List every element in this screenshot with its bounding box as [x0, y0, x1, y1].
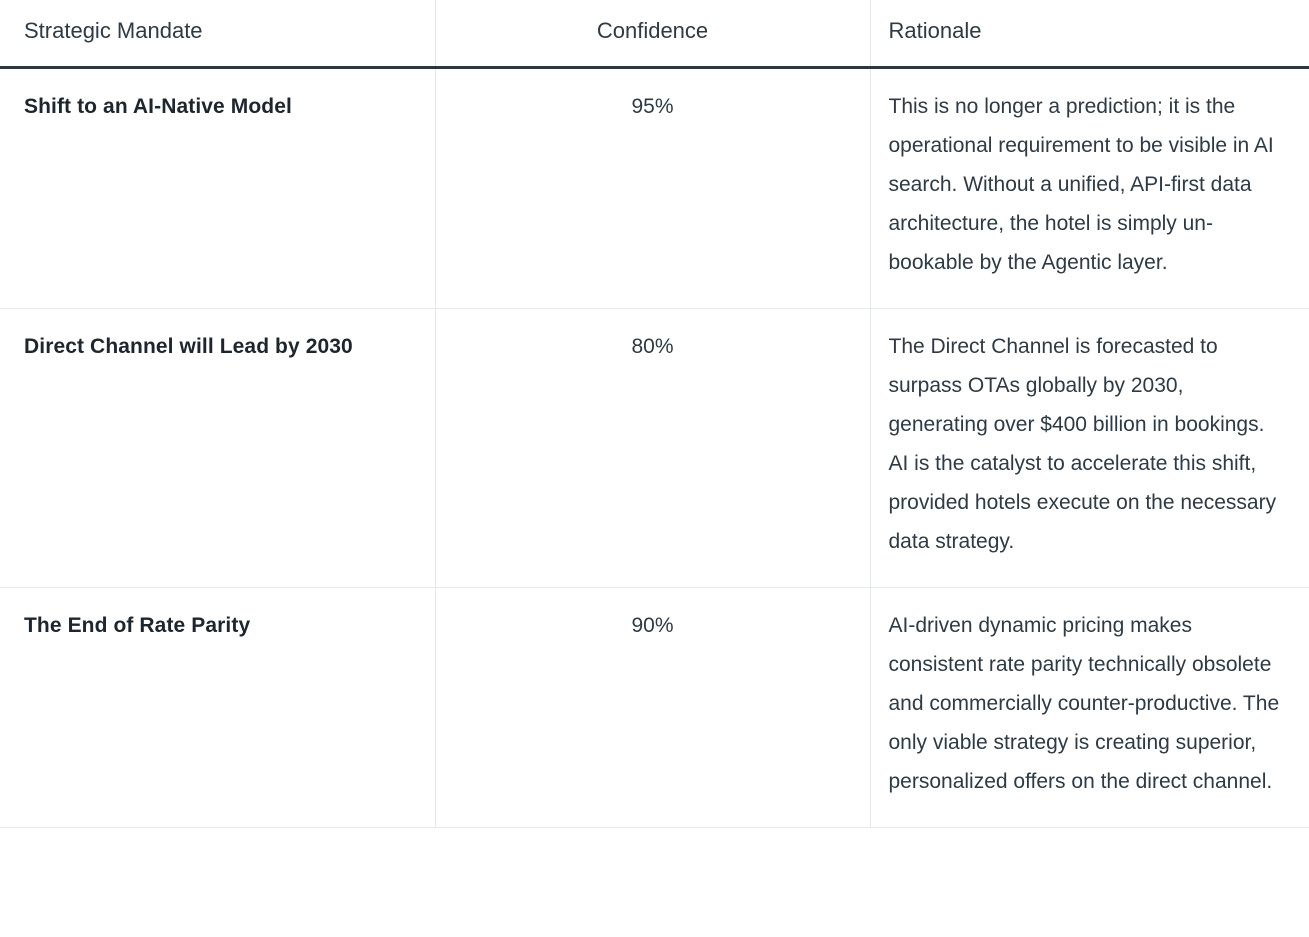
table-row	[0, 68, 1309, 309]
cell-strategic-mandate: Shift to an AI-Native Model	[0, 68, 435, 309]
table-body	[0, 68, 1309, 828]
table-row	[0, 309, 1309, 588]
cell-rationale: AI-driven dynamic pricing makes consistent rate parity technically obsolete and commercially counter-productive. The only viable strategy is creating superior, personalized offers on the direct channel.	[870, 588, 1309, 828]
cell-rationale: The Direct Channel is forecasted to surpass OTAs globally by 2030, generating over $400 billion in bookings. AI is the catalyst to accelerate this shift, provided hotels execute on the necessary data strategy.	[870, 309, 1309, 588]
cell-confidence: 90%	[435, 588, 870, 828]
table-header-row	[0, 0, 1309, 68]
cell-strategic-mandate: The End of Rate Parity	[0, 588, 435, 828]
cell-strategic-mandate: Direct Channel will Lead by 2030	[0, 309, 435, 588]
cell-confidence: 80%	[435, 309, 870, 588]
cell-rationale: This is no longer a prediction; it is the operational requirement to be visible in AI search. Without a unified, API-first data architecture, the hotel is simply un-bookable by the Agentic layer.	[870, 68, 1309, 309]
column-header-strategic-mandate: Strategic Mandate	[0, 0, 435, 68]
table-header	[0, 0, 1309, 68]
table-row	[0, 588, 1309, 828]
column-header-confidence: Confidence	[435, 0, 870, 68]
cell-confidence: 95%	[435, 68, 870, 309]
column-header-rationale: Rationale	[870, 0, 1309, 68]
